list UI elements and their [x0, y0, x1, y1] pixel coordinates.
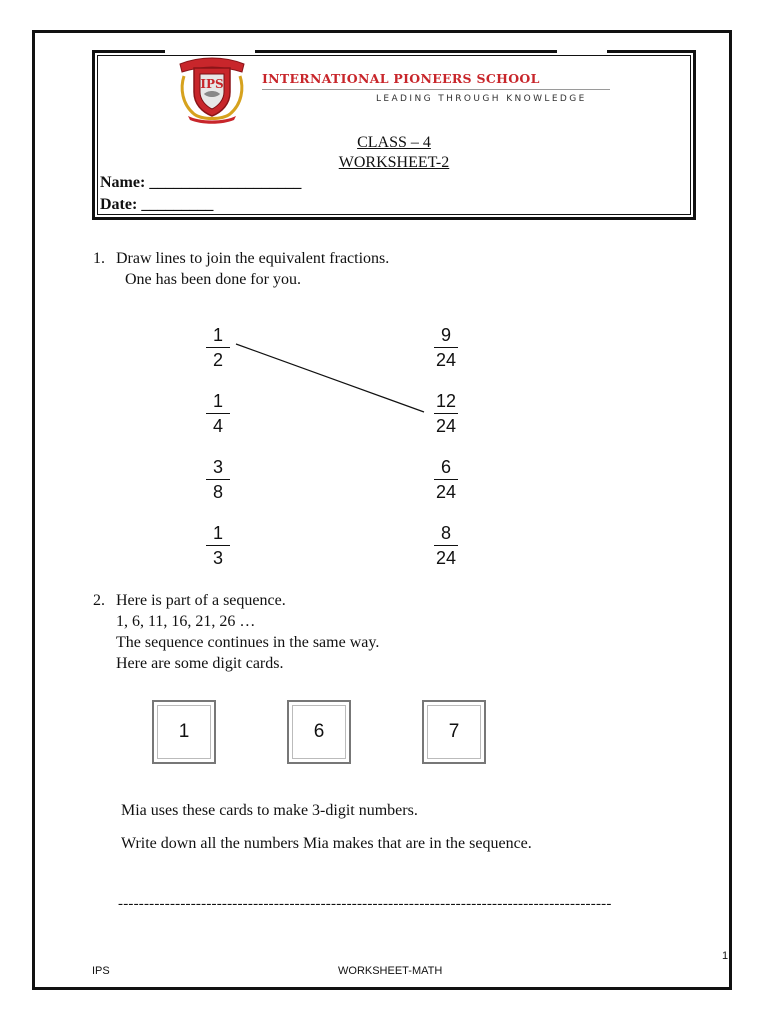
fraction-numerator: 6 [440, 457, 451, 477]
fraction-denominator: 24 [435, 350, 457, 370]
digit-card: 1 [152, 700, 216, 764]
logo-letters: IPS [200, 77, 224, 91]
page-number: 1 [722, 950, 729, 962]
fraction-numerator: 1 [212, 391, 223, 411]
worksheet-title: WORKSHEET-2 [338, 154, 450, 171]
fraction-numerator: 1 [212, 523, 223, 543]
digit-card: 6 [287, 700, 351, 764]
fraction-denominator: 8 [212, 482, 223, 502]
fraction-numerator: 9 [440, 325, 451, 345]
fraction-denominator: 24 [435, 416, 457, 436]
q1-note: One has been done for you. [125, 271, 301, 288]
footer-center: WORKSHEET-MATH [338, 965, 443, 977]
fraction-numerator: 8 [440, 523, 451, 543]
fraction-numerator: 12 [435, 391, 457, 411]
q2-line6: Write down all the numbers Mia makes that are in the sequence. [121, 835, 532, 852]
q2-line5: Mia uses these cards to make 3-digit numbers. [121, 802, 418, 819]
q2-line1: Here is part of a sequence. [116, 592, 286, 609]
fraction-denominator: 4 [212, 416, 223, 436]
fraction-denominator: 2 [212, 350, 223, 370]
q1-instruction: Draw lines to join the equivalent fractions. [116, 250, 390, 267]
footer-left: IPS [92, 965, 110, 977]
fraction-numerator: 1 [212, 325, 223, 345]
school-name: INTERNATIONAL PIONEERS SCHOOL [262, 71, 540, 86]
fraction-denominator: 3 [212, 548, 223, 568]
q2-number: 2. [93, 592, 105, 609]
q1-number: 1. [93, 250, 105, 267]
school-tagline: LEADING THROUGH KNOWLEDGE [376, 94, 587, 104]
fraction-numerator: 3 [212, 457, 223, 477]
q2-line3: The sequence continues in the same way. [116, 634, 380, 651]
date-field: Date: _________ [100, 196, 214, 213]
digit-card: 7 [422, 700, 486, 764]
answer-line: ----------------------------------------------------------------------------------------------- [118, 896, 612, 912]
class-title: CLASS – 4 [357, 134, 431, 151]
fraction-denominator: 24 [435, 482, 457, 502]
fraction-denominator: 24 [435, 548, 457, 568]
q2-line4: Here are some digit cards. [116, 655, 284, 672]
q2-sequence: 1, 6, 11, 16, 21, 26 … [116, 613, 256, 630]
name-field: Name: ___________________ [100, 174, 302, 191]
